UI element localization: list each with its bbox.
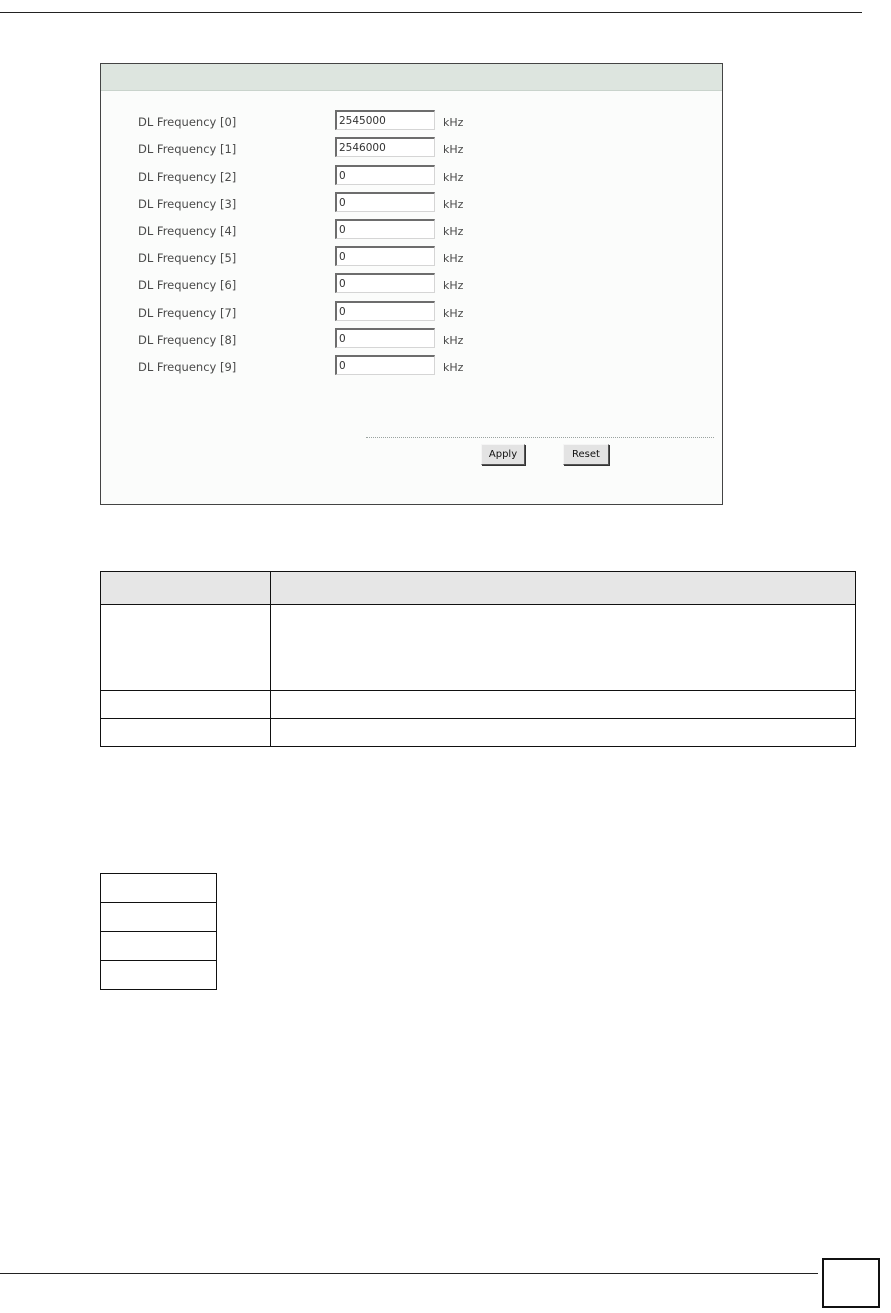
table-cell bbox=[101, 691, 271, 719]
description-table bbox=[100, 571, 856, 747]
unit-label: kHz bbox=[443, 198, 464, 211]
unit-label: kHz bbox=[443, 225, 464, 238]
frequency-input[interactable] bbox=[335, 192, 435, 212]
unit-label: kHz bbox=[443, 279, 464, 292]
screenshot-header-bar bbox=[101, 64, 722, 91]
frequency-input[interactable] bbox=[335, 137, 435, 157]
table-row bbox=[101, 605, 856, 691]
frequency-label: DL Frequency [0] bbox=[138, 115, 237, 129]
frequency-label: DL Frequency [9] bbox=[138, 360, 237, 374]
frequency-input[interactable] bbox=[335, 355, 435, 375]
unit-label: kHz bbox=[443, 334, 464, 347]
table-header-cell bbox=[101, 572, 271, 605]
page-number-box bbox=[822, 1258, 880, 1308]
frequency-label: DL Frequency [5] bbox=[138, 251, 237, 265]
table-cell bbox=[271, 719, 856, 747]
frequency-input[interactable] bbox=[335, 328, 435, 348]
footer-rule bbox=[0, 1273, 818, 1274]
unit-label: kHz bbox=[443, 116, 464, 129]
frequency-label: DL Frequency [6] bbox=[138, 278, 237, 292]
unit-label: kHz bbox=[443, 307, 464, 320]
dotted-divider bbox=[366, 437, 714, 438]
list-box bbox=[100, 902, 217, 931]
frequency-row bbox=[101, 219, 722, 243]
reset-button[interactable]: Reset bbox=[563, 444, 609, 465]
frequency-input[interactable] bbox=[335, 110, 435, 130]
frequency-label: DL Frequency [8] bbox=[138, 333, 237, 347]
frequency-row bbox=[101, 328, 722, 352]
table-header-cell bbox=[271, 572, 856, 605]
list-box bbox=[100, 873, 217, 902]
table-cell bbox=[271, 605, 856, 691]
apply-button[interactable]: Apply bbox=[481, 444, 525, 465]
frequency-row bbox=[101, 165, 722, 189]
table-row bbox=[101, 691, 856, 719]
list-box bbox=[100, 931, 217, 960]
frequency-label: DL Frequency [4] bbox=[138, 224, 237, 238]
table-cell bbox=[101, 719, 271, 747]
frequency-row bbox=[101, 355, 722, 379]
unit-label: kHz bbox=[443, 171, 464, 184]
frequency-row bbox=[101, 273, 722, 297]
frequency-input[interactable] bbox=[335, 301, 435, 321]
frequency-input[interactable] bbox=[335, 219, 435, 239]
stacked-box-list bbox=[100, 873, 217, 990]
frequency-row bbox=[101, 192, 722, 216]
unit-label: kHz bbox=[443, 361, 464, 374]
frequency-input[interactable] bbox=[335, 246, 435, 266]
frequency-label: DL Frequency [7] bbox=[138, 306, 237, 320]
frequency-row bbox=[101, 110, 722, 134]
table-cell bbox=[271, 691, 856, 719]
list-box bbox=[100, 960, 217, 990]
screenshot-panel bbox=[100, 63, 723, 505]
unit-label: kHz bbox=[443, 143, 464, 156]
table-row bbox=[101, 719, 856, 747]
frequency-label: DL Frequency [2] bbox=[138, 170, 237, 184]
frequency-label: DL Frequency [1] bbox=[138, 142, 237, 156]
frequency-row bbox=[101, 137, 722, 161]
frequency-input[interactable] bbox=[335, 273, 435, 293]
frequency-row bbox=[101, 301, 722, 325]
unit-label: kHz bbox=[443, 252, 464, 265]
frequency-row bbox=[101, 246, 722, 270]
table-cell bbox=[101, 605, 271, 691]
header-rule bbox=[0, 12, 862, 13]
frequency-input[interactable] bbox=[335, 165, 435, 185]
frequency-label: DL Frequency [3] bbox=[138, 197, 237, 211]
table-header-row bbox=[101, 572, 856, 605]
